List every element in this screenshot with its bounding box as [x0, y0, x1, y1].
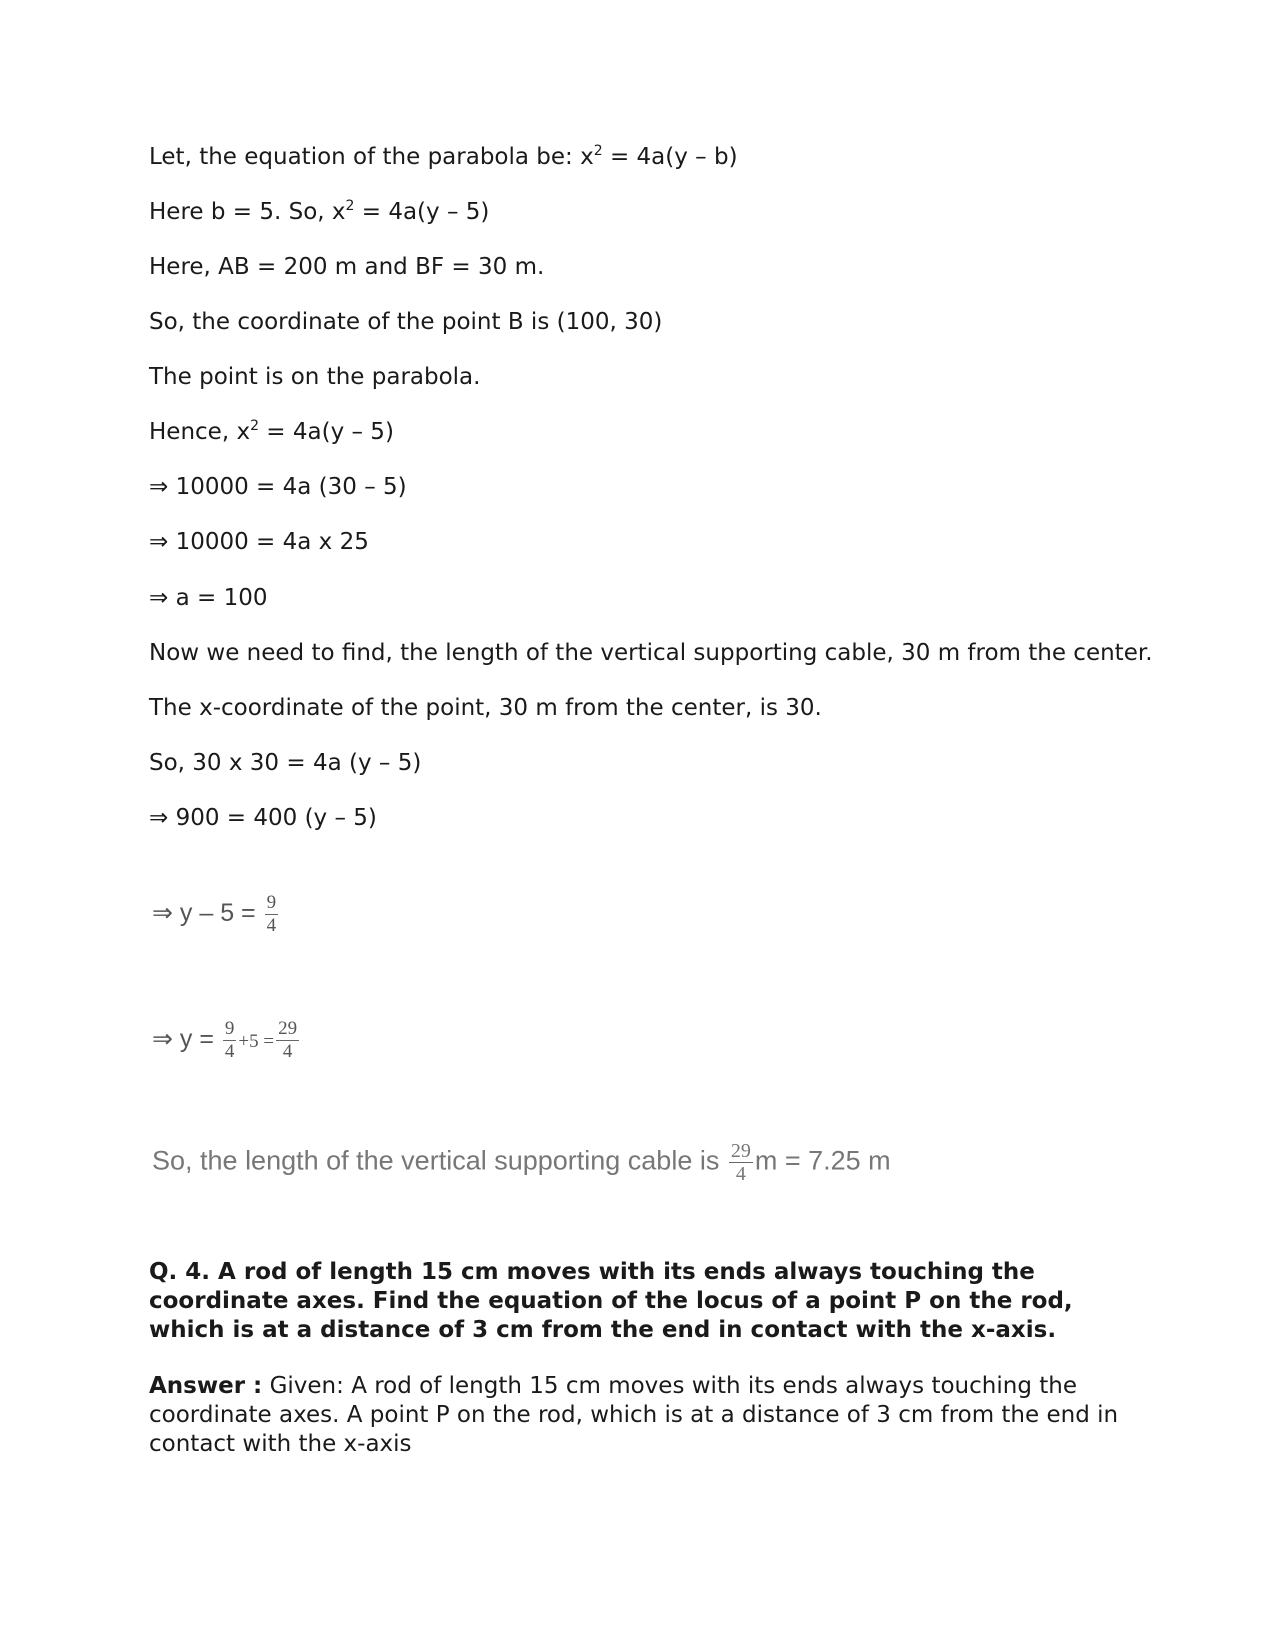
denominator: 4 — [224, 1041, 235, 1062]
eq-lhs: ⇒ y = — [152, 1025, 221, 1054]
equation-line-6 — [149, 417, 394, 447]
question-4: Q. 4. A rod of length 15 cm moves with its ends always touching the coordinate axes. Find the equation of the locus of a point P on the rod, which is at a distance of 3 cm from the end in contact with the x-axis. — [149, 1259, 1073, 1343]
text-line-3: Here, AB = 200 m and BF = 30 m. — [149, 254, 545, 280]
equation-line-9: ⇒ a = 100 — [149, 585, 268, 611]
text: = 4a(y – 5) — [258, 419, 394, 445]
denominator: 4 — [735, 1163, 746, 1185]
answer-text: Given: A rod of length 15 cm moves with its ends always touching the coordinate axes. A point P on the rod, which is at a distance of 3 cm from the end in contact with the x-axis — [149, 1373, 1119, 1457]
equation-line-12: So, 30 x 30 = 4a (y – 5) — [149, 750, 422, 776]
text: Let, the equation of the parabola be: x — [149, 144, 594, 170]
equation-line-8: ⇒ 10000 = 4a x 25 — [149, 529, 369, 555]
text-line-11: The x-coordinate of the point, 30 m from the center, is 30. — [149, 695, 822, 721]
equation-line-7: ⇒ 10000 = 4a (30 – 5) — [149, 474, 407, 500]
equation-line-1 — [149, 142, 738, 172]
denominator: 4 — [282, 1041, 293, 1062]
numerator: 29 — [278, 1018, 298, 1039]
fraction — [276, 1018, 299, 1063]
answer-label: Answer : — [149, 1373, 263, 1399]
numerator: 9 — [266, 892, 277, 913]
equation-line-2 — [149, 197, 489, 227]
text-line-5: The point is on the parabola. — [149, 364, 481, 390]
cable-length-result — [152, 1140, 891, 1185]
fraction-equation-1 — [152, 892, 280, 937]
result-text: So, the length of the vertical supporting cable is — [152, 1145, 727, 1176]
text: Hence, x — [149, 419, 251, 445]
superscript: 2 — [345, 198, 355, 214]
fraction — [729, 1140, 753, 1185]
result-value: m = 7.25 m — [754, 1145, 891, 1176]
answer-paragraph — [149, 1372, 1129, 1459]
numerator: 9 — [224, 1018, 235, 1039]
eq-lhs: ⇒ y – 5 = — [152, 899, 263, 928]
text-line-10: Now we need to find, the length of the vertical supporting cable, 30 m from the center. — [149, 640, 1153, 666]
equation-line-13: ⇒ 900 = 400 (y – 5) — [149, 805, 377, 831]
superscript: 2 — [593, 143, 603, 159]
fraction — [223, 1018, 237, 1063]
eq-middle: +5 = — [238, 1031, 275, 1053]
text-line-4: So, the coordinate of the point B is (100, 30) — [149, 309, 663, 335]
fraction-equation-2 — [152, 1018, 301, 1063]
denominator: 4 — [266, 915, 277, 936]
superscript: 2 — [250, 418, 259, 434]
text: = 4a(y – b) — [602, 144, 738, 170]
text: Here b = 5. So, x — [149, 199, 346, 225]
fraction — [265, 892, 279, 937]
numerator: 29 — [730, 1140, 751, 1162]
text: = 4a(y – 5) — [354, 199, 490, 225]
